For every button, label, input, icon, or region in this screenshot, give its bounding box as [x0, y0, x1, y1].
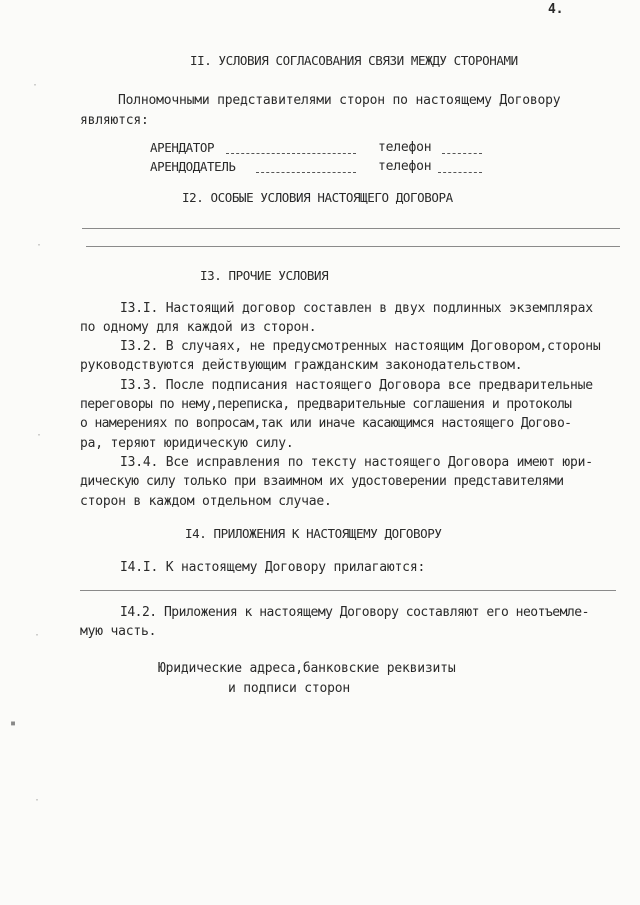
landlord-phone-label: телефон — [378, 159, 432, 174]
sec13-line: сторон в каждом отдельном случае. — [80, 494, 332, 509]
tenant-label: АРЕНДАТОР — [150, 140, 215, 155]
sec12-blank-line-1 — [82, 228, 620, 229]
sec13-line: переговоры по нему,переписка, предварительные соглашения и протоколы — [80, 397, 572, 412]
section-11-heading: II. УСЛОВИЯ СОГЛАСОВАНИЯ СВЯЗИ МЕЖДУ СТОРОНАМИ — [190, 53, 518, 68]
sec14-blank-line — [80, 590, 616, 591]
tenant-phone-label: телефон — [378, 140, 432, 155]
scan-speck: · — [34, 630, 41, 641]
section-14-heading: I4. ПРИЛОЖЕНИЯ К НАСТОЯЩЕМУ ДОГОВОРУ — [185, 526, 442, 541]
sec14-item-1: I4.I. К настоящему Договору прилагаются: — [120, 560, 426, 575]
page-number: 4. — [548, 2, 564, 17]
landlord-phone-blank-line — [438, 172, 482, 173]
scan-speck: · — [36, 240, 43, 251]
scan-speck: · — [34, 795, 41, 806]
section-13-heading: I3. ПРОЧИЕ УСЛОВИЯ — [200, 268, 329, 283]
sec13-line: о намерениях по вопросам,так или иначе касающимся настоящего Догово- — [80, 416, 572, 431]
sec14-item-2-line-2: мую часть. — [80, 624, 157, 639]
sec13-line: I3.4. Все исправления по тексту настоящего Договора имеют юри- — [120, 455, 593, 470]
sec13-line: по одному для каждой из сторон. — [80, 320, 317, 335]
landlord-blank-line — [256, 172, 356, 173]
sec13-line: ра, теряют юридическую силу. — [80, 436, 294, 451]
sec13-line: I3.3. После подписания настоящего Договора все предварительные — [120, 378, 593, 393]
sec13-line: I3.I. Настоящий договор составлен в двух подлинных экземплярах — [120, 301, 593, 316]
sec11-line-1: Полномочными представителями сторон по настоящему Договору — [118, 93, 561, 108]
scan-speck: · — [32, 80, 39, 91]
scan-speck: · — [36, 430, 43, 441]
sec12-blank-line-2 — [86, 246, 620, 247]
tenant-phone-blank-line — [442, 153, 482, 154]
sec13-line: руководствуются действующим гражданским законодательством. — [80, 358, 523, 373]
sec14-item-2-line-1: I4.2. Приложения к настоящему Договору составляют его неотъемле- — [120, 605, 589, 620]
tenant-blank-line — [226, 153, 356, 154]
sec13-line: дическую силу только при взаимном их удостоверении представителями — [80, 474, 564, 489]
sec13-line: I3.2. В случаях, не предусмотренных настоящим Договором,стороны — [120, 339, 601, 354]
section-12-heading: I2. ОСОБЫЕ УСЛОВИЯ НАСТОЯЩЕГО ДОГОВОРА — [182, 190, 453, 205]
scan-speck: ▪ — [10, 718, 17, 729]
footer-line-2: и подписи сторон — [228, 681, 351, 696]
sec11-line-2: являются: — [80, 113, 149, 128]
footer-line-1: Юридические адреса,банковские реквизиты — [158, 661, 456, 676]
landlord-label: АРЕНДОДАТЕЛЬ — [150, 159, 236, 174]
